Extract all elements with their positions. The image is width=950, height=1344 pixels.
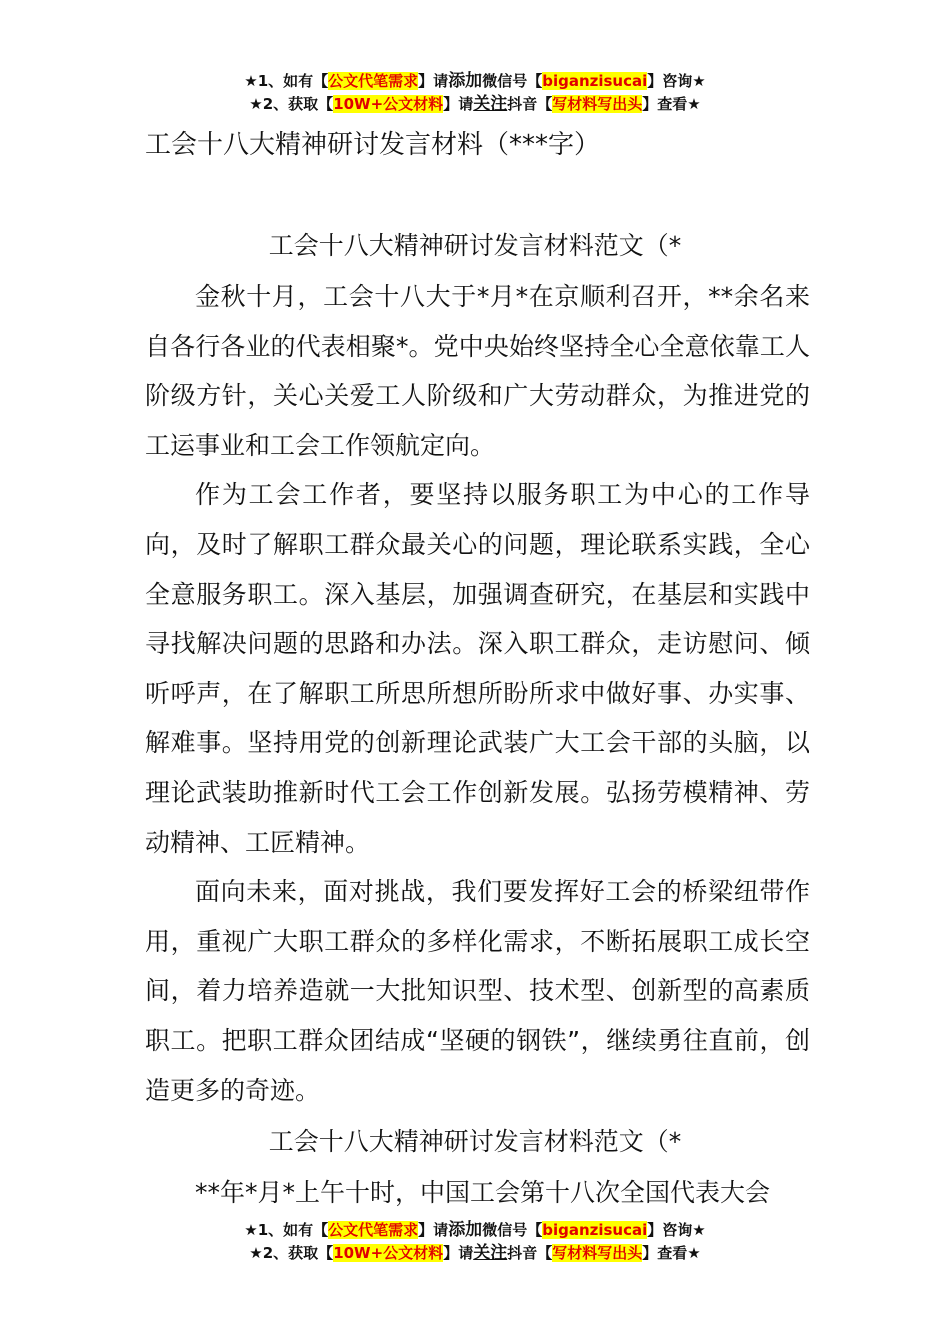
banner-emphasis: 添加: [448, 71, 483, 91]
header-banner: [0, 70, 950, 116]
paragraph: 金秋十月，工会十八大于*月*在京顺利召开，**余名来自各行各业的代表相聚*。党中央始终坚持全心全意依靠工人阶级方针，关心关爱工人阶级和广大劳动群众，为推进党的工运事业和工会工作领航定向。: [145, 282, 810, 460]
banner-text: 抖音【: [507, 95, 553, 113]
banner-text: 微信号【: [482, 1221, 543, 1239]
banner-text: ★1、如有【: [244, 72, 329, 90]
banner-wechat-id: biganzisucai: [542, 72, 648, 90]
banner-line-1: [0, 1219, 950, 1242]
banner-text: ★2、获取【: [249, 1244, 334, 1262]
section-body-1: [145, 272, 810, 1115]
banner-highlight: 10W+公文材料: [333, 1244, 444, 1262]
document-title: 工会十八大精神研讨发言材料（***字）: [145, 130, 601, 160]
banner-text: 】咨询★: [647, 1221, 706, 1239]
banner-text: 】请: [418, 72, 449, 90]
section-body-2: [145, 1168, 810, 1218]
banner-emphasis: 关注: [473, 94, 508, 114]
banner-line-1: [0, 70, 950, 93]
banner-wechat-id: biganzisucai: [542, 1221, 648, 1239]
banner-line-2: [0, 93, 950, 116]
banner-highlight: 公文代笔需求: [328, 1221, 419, 1239]
section-heading-2: 工会十八大精神研讨发言材料范文（*: [268, 1127, 682, 1156]
banner-douyin-id: 写材料写出头: [552, 1244, 643, 1262]
section-heading-1: 工会十八大精神研讨发言材料范文（*: [268, 231, 682, 260]
banner-text: ★2、获取【: [249, 95, 334, 113]
paragraph: **年*月*上午十时，中国工会第十八次全国代表大会: [195, 1178, 771, 1207]
banner-text: 】请: [443, 95, 474, 113]
banner-highlight: 10W+公文材料: [333, 95, 444, 113]
banner-douyin-id: 写材料写出头: [552, 95, 643, 113]
banner-text: 】请: [418, 1221, 449, 1239]
paragraph: 作为工会工作者，要坚持以服务职工为中心的工作导向，及时了解职工群众最关心的问题，理论联系实践，全心全意服务职工。深入基层，加强调查研究，在基层和实践中寻找解决问题的思路和办法。深入职工群众，走访慰问、倾听呼声，在了解职工所思所想所盼所求中做好事、办实事、解难事。坚持用党的创新理论武装广大工会干部的头脑，以理论武装助推新时代工会工作创新发展。弘扬劳模精神、劳动精神、工匠精神。: [145, 480, 810, 857]
banner-text: 】查看★: [642, 1244, 701, 1262]
banner-text: 】咨询★: [647, 72, 706, 90]
banner-text: 微信号【: [482, 72, 543, 90]
banner-highlight: 公文代笔需求: [328, 72, 419, 90]
banner-line-2: [0, 1242, 950, 1265]
banner-text: 】查看★: [642, 95, 701, 113]
footer-banner: [0, 1219, 950, 1265]
paragraph: 面向未来，面对挑战，我们要发挥好工会的桥梁纽带作用，重视广大职工群众的多样化需求，不断拓展职工成长空间，着力培养造就一大批知识型、技术型、创新型的高素质职工。把职工群众团结成“坚硬的钢铁”，继续勇往直前，创造更多的奇迹。: [145, 877, 810, 1105]
banner-emphasis: 添加: [448, 1220, 483, 1240]
banner-text: 】请: [443, 1244, 474, 1262]
banner-emphasis: 关注: [473, 1243, 508, 1263]
banner-text: 抖音【: [507, 1244, 553, 1262]
banner-text: ★1、如有【: [244, 1221, 329, 1239]
